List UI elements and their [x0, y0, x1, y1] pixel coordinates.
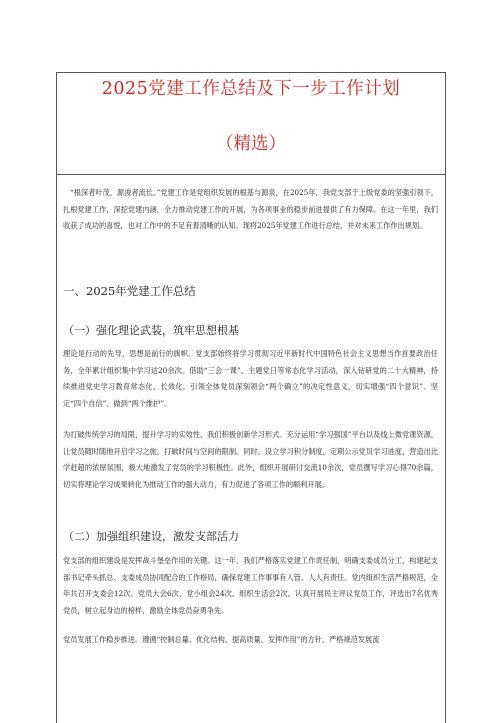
subsection-2-paragraph-2: 党员发展工作稳步推进。遵循“控制总量、优化结构、提高质量、发挥作用”的方针，严格规范发展流	[63, 635, 380, 644]
title-divider	[56, 174, 446, 175]
intro-paragraph: “根深者叶茂，源浚者流长。”党建工作是党组织发展的根基与源泉，在2025年，我党支部于上级党委的坚强引领下，扎根党建工作，深挖党建内涵，全力推动党建工作的开展，为各项事业的稳步前进提供了有力保障。在这一年里，我们收获了成功的喜悦，也对工作中的不足有着清晰的认知。现将2025年党建工作进行总结，并对未来工作作出规划。	[63, 188, 438, 231]
subsection-2-paragraph-1: 党支部的组织建设是发挥战斗堡垒作用的关键。这一年，我们严格落实党建工作责任制，明确支委成员分工，构建起支部书记牵头抓总、支委成员协同配合的工作格局，确保党建工作事事有人管、人人有责任。党内组织生活严格规范，全年共召开支委会12次、党员大会6次、党小组会24次、组织生活会2次。认真开展民主评议党员工作，评选出7名优秀党员，树立起身边的榜样，激励全体党员奋勇争先。	[63, 556, 438, 615]
section-heading-1: 一、2025年党建工作总结	[63, 284, 196, 298]
subsection-1-paragraph-2: 为打破传统学习的局限，提升学习的实效性，我们积极创新学习形式。充分运用“学习强国”平台以及线上微党课资源，让党员随时随地开启学习之旅，打破时间与空间的限制。同时，设立学习积分制度，定期公示党员学习进度，营造出比学赶超的浓厚氛围，极大地激发了党员的学习积极性。此外，组织开展研讨交流10余次，党员撰写学习心得70余篇，切实将理论学习成果转化为推动工作的强大动力，有力促进了各项工作的顺利开展。	[63, 430, 438, 489]
document-subtitle: （精选）	[216, 134, 286, 154]
document-title: 2025党建工作总结及下一步工作计划	[101, 79, 401, 99]
subsection-1-paragraph-1: 理论是行动的先导，思想是前行的旗帜。党支部始终将学习贯彻习近平新时代中国特色社会主义思想当作首要政治任务，全年累计组织集中学习达20余次。借助“三会一课”、主题党日等常态化学习活动，深入钻研党的二十大精神，持续推进党史学习教育常态化、长效化，引领全体党员深刻领会“两个确立”的决定性意义，切实增强“四个意识”、坚定“四个自信”、做到“两个维护”。	[63, 349, 438, 408]
subsection-heading-2: （二）加强组织建设，激发支部活力	[63, 530, 239, 543]
subsection-heading-1: （一）强化理论武装，筑牢思想根基	[63, 324, 239, 337]
